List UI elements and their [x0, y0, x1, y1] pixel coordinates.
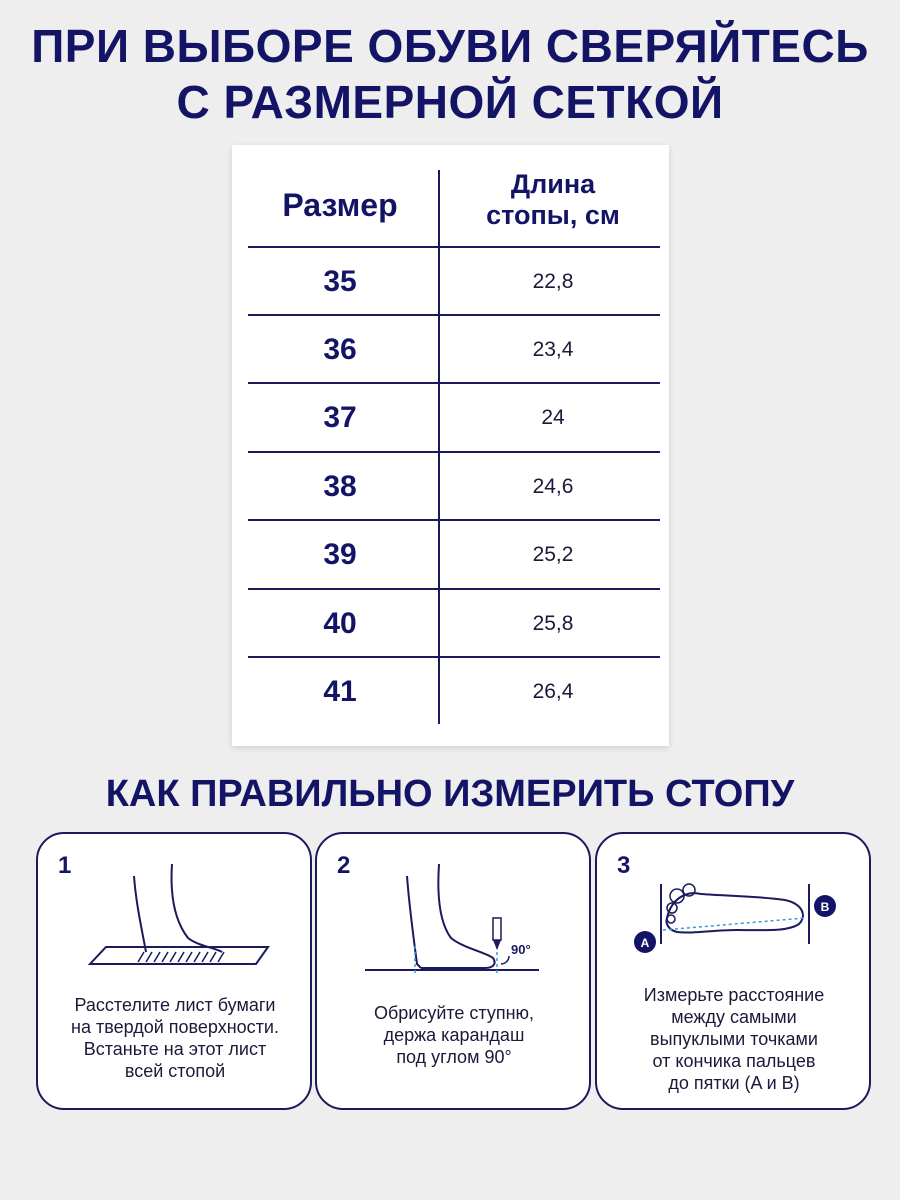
- step-text: [329, 1002, 579, 1068]
- length-cell: 22,8: [532, 270, 574, 293]
- column-divider: [438, 170, 440, 724]
- size-table: [232, 145, 669, 746]
- point-a-label: A: [640, 936, 650, 950]
- point-b-label: B: [820, 900, 830, 914]
- length-cell: 25,2: [532, 543, 574, 566]
- step-text: [609, 984, 859, 1094]
- step-text: [50, 994, 300, 1082]
- step-text-line: от кончика пальцев: [652, 1051, 816, 1071]
- angle-label: 90°: [511, 942, 531, 957]
- step-text-line: Измерьте расстояние: [643, 985, 825, 1005]
- step-card-3: [595, 832, 871, 1110]
- size-cell: 39: [323, 538, 357, 571]
- foot-measure-icon: [597, 834, 869, 984]
- step-text-line: Встаньте на этот лист: [83, 1039, 267, 1059]
- length-cell: 23,4: [532, 338, 574, 361]
- length-cell: 24: [541, 406, 565, 429]
- header-size: Размер: [282, 187, 398, 223]
- step-number: 3: [617, 852, 631, 879]
- step-text-line: держа карандаш: [383, 1025, 525, 1045]
- foot-on-paper-icon: [38, 834, 310, 984]
- page-title: [0, 18, 900, 130]
- length-cell: 24,6: [532, 475, 574, 498]
- step-text-line: между самыми: [671, 1007, 797, 1027]
- header-length-line-1: Длина: [510, 169, 596, 199]
- step-card-1: [36, 832, 312, 1110]
- page-title-line-2: С РАЗМЕРНОЙ СЕТКОЙ: [176, 76, 724, 128]
- step-card-2: [315, 832, 591, 1110]
- page-title-line-1: ПРИ ВЫБОРЕ ОБУВИ СВЕРЯЙТЕСЬ: [31, 20, 869, 72]
- step-text-line: Обрисуйте ступню,: [373, 1003, 535, 1023]
- step-text-line: до пятки (A и B): [668, 1073, 800, 1093]
- size-cell: 40: [323, 607, 357, 640]
- size-cell: 38: [323, 470, 357, 503]
- header-length-line-2: стопы, см: [486, 200, 620, 230]
- length-cell: 25,8: [532, 612, 574, 635]
- step-text-line: выпуклыми точками: [650, 1029, 818, 1049]
- length-cell: 26,4: [532, 680, 574, 703]
- size-cell: 41: [323, 675, 357, 708]
- foot-tracing-icon: [317, 834, 589, 984]
- step-number: 1: [58, 852, 72, 879]
- measure-heading: КАК ПРАВИЛЬНО ИЗМЕРИТЬ СТОПУ: [105, 773, 795, 815]
- step-text-line: под углом 90°: [396, 1047, 512, 1067]
- header-length: [442, 169, 664, 231]
- step-text-line: на твердой поверхности.: [71, 1017, 279, 1037]
- size-cell: 35: [323, 265, 357, 298]
- step-number: 2: [337, 852, 351, 879]
- size-cell: 36: [323, 333, 357, 366]
- size-cell: 37: [323, 401, 357, 434]
- step-text-line: всей стопой: [124, 1061, 226, 1081]
- step-text-line: Расстелите лист бумаги: [74, 995, 276, 1015]
